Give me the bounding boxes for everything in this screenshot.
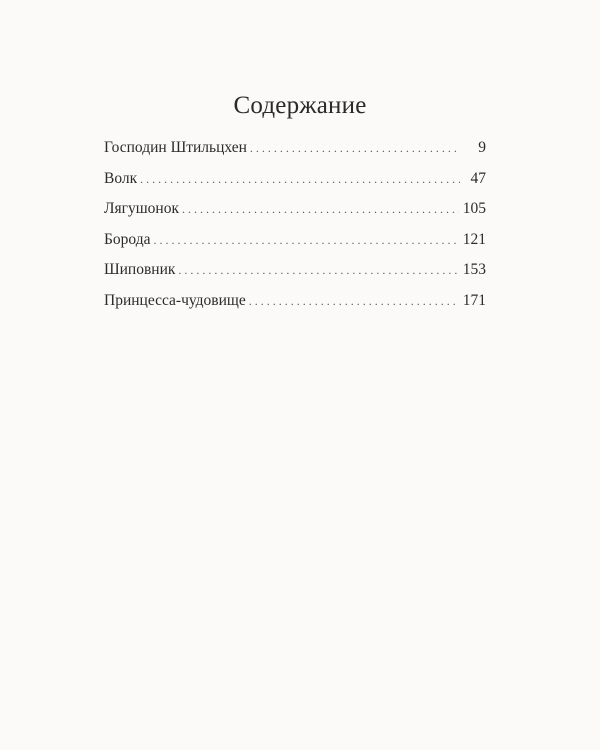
toc-entry-title: Волк (104, 169, 138, 187)
toc-entry (104, 261, 486, 292)
toc-entry (104, 139, 486, 170)
toc-entry-page: 9 (478, 139, 486, 156)
toc-entry-page: 121 (462, 230, 486, 248)
toc-entry (104, 231, 486, 262)
toc-entry (104, 200, 486, 231)
page-title: Содержание (233, 92, 367, 119)
toc-entry-title: Лягушонок (104, 200, 180, 217)
toc-leader-dots (249, 294, 459, 309)
toc-entry-title: Борода (104, 230, 151, 248)
toc-entry (104, 170, 486, 201)
toc-leader-dots (153, 233, 458, 248)
toc-leader-dots (140, 172, 460, 187)
toc-entry (104, 292, 486, 323)
toc-leader-dots (178, 263, 458, 278)
toc-leader-dots (182, 202, 459, 217)
toc-entry-title: Господин Штильцхен (104, 139, 247, 156)
toc-entry-title: Принцесса-чудовище (104, 291, 246, 309)
toc-entry-title: Шиповник (104, 261, 176, 278)
table-of-contents (104, 139, 486, 322)
toc-entry-page: 171 (462, 291, 486, 309)
toc-leader-dots (250, 141, 460, 156)
toc-entry-page: 47 (470, 169, 486, 187)
toc-entry-page: 105 (462, 200, 486, 217)
toc-entry-page: 153 (462, 261, 486, 278)
